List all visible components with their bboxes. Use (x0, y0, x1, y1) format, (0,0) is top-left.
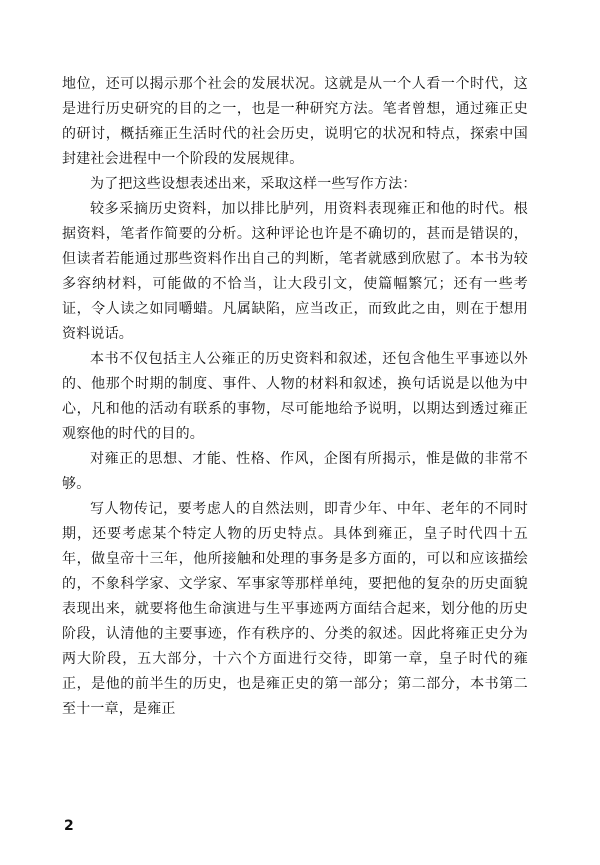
paragraph-methods-intro: 为了把这些设想表述出来，采取这样一些写作方法： (90, 176, 417, 192)
paragraph-structure: 写人物传记，要考虑人的自然法则，即青少年、中年、老年的不同时期，还要考虑某个特定人物的历史特点。具体到雍正，皇子时代四十五年，做皇帝十三年，他所接触和处理的事务是多方面的，可以和应该描绘的，不象科学家、文学家、军事家等那样单纯，要把他的复杂的历史面貌表现出来，就要将他生命演进与生平事迹两方面结合起来，划分他的历史阶段，认清他的主要事迹，作有秩序的、分类的叙述。因此将雍正史分为两大阶段，五大部分，十六个方面进行交待，即第一章，皇子时代的雍正，是他的前半生的历史，也是雍正史的第一部分；第二部分，本书第二至十一章，是雍正 (62, 501, 528, 717)
page-body (62, 72, 528, 722)
page-number: 2 (64, 818, 74, 834)
paragraph-character: 对雍正的思想、才能、性格、作风，企图有所揭示，惟是做的非常不够。 (62, 451, 528, 492)
paragraph-sources: 较多采摘历史资料，加以排比胪列，用资料表现雍正和他的时代。根据资料，笔者作简要的分析。这种评论也许是不确切的，甚而是错误的，但读者若能通过那些资料作出自己的判断，笔者就感到欣慰了。本书为较多容纳材料，可能做的不恰当，让大段引文，使篇幅繁冗；还有一些考证，令人读之如同嚼蜡。凡属缺陷，应当改正，而致此之由，则在于想用资料说话。 (62, 201, 528, 342)
paragraph-continuation: 地位，还可以揭示那个社会的发展状况。这就是从一个人看一个时代，这是进行历史研究的目的之一，也是一种研究方法。笔者曾想，通过雍正史的研讨，概括雍正生活时代的社会历史，说明它的状况和特点，探索中国封建社会进程中一个阶段的发展规律。 (62, 76, 528, 167)
paragraph-scope: 本书不仅包括主人公雍正的历史资料和叙述，还包含他生平事迹以外的、他那个时期的制度、事件、人物的材料和叙述，换句话说是以他为中心，凡和他的活动有联系的事物，尽可能地给予说明，以期达到透过雍正观察他的时代的目的。 (62, 351, 528, 442)
